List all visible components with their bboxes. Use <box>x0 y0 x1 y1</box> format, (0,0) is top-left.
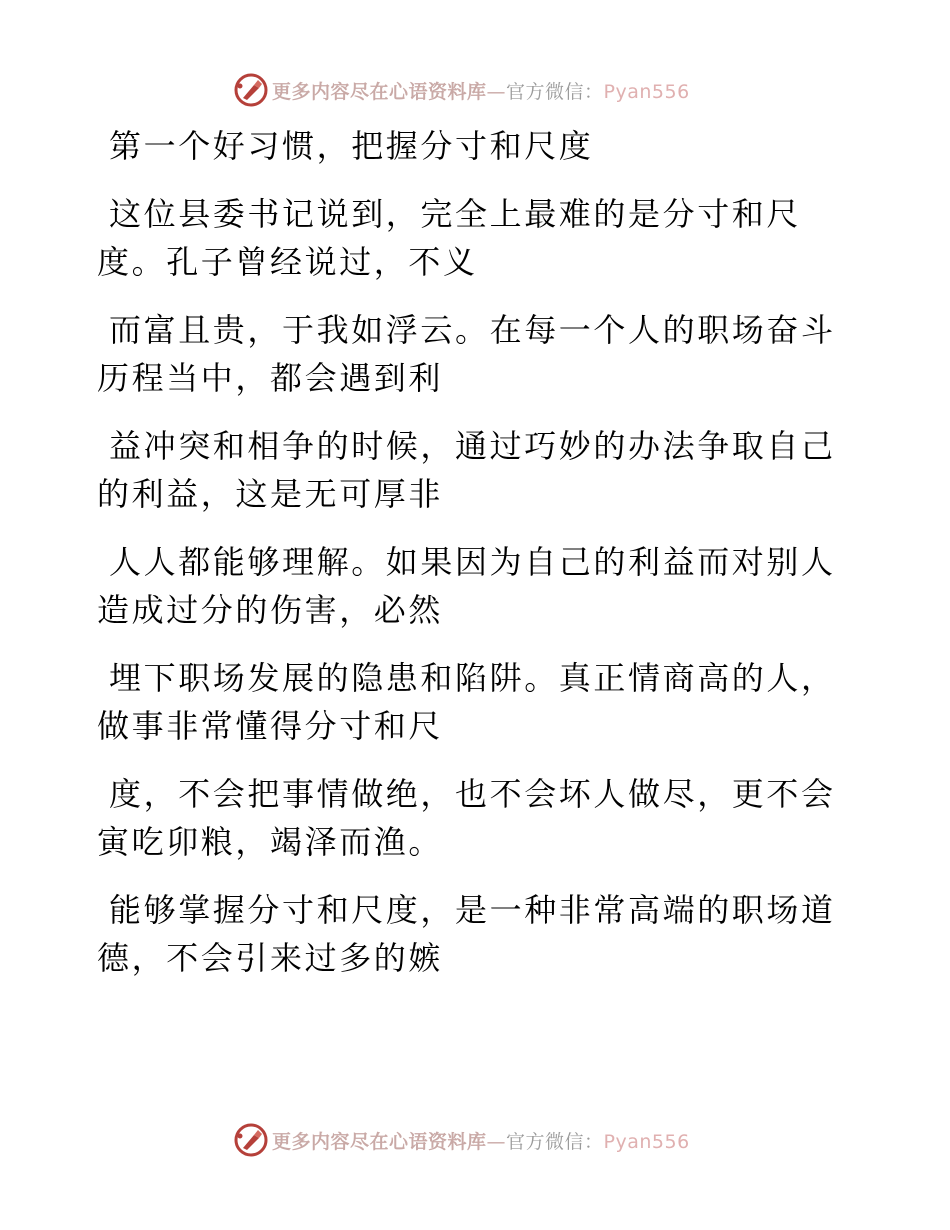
header-wechat-id: Pyan556 <box>603 80 690 103</box>
paragraph-line: 而富且贵，于我如浮云。在每一个人的职场奋斗 <box>109 311 836 349</box>
pen-nib-logo-icon <box>234 1123 268 1157</box>
footer-watermark-separator: — <box>486 1130 507 1153</box>
paragraph <box>97 770 836 866</box>
paragraph-line: 的利益，这是无可厚非 <box>97 475 444 513</box>
paragraph <box>97 654 836 750</box>
footer-watermark-text <box>272 1127 690 1154</box>
paragraph-line: 度。孔子曾经说过，不义 <box>97 243 478 281</box>
header-watermark-text <box>272 77 690 104</box>
paragraph-line: 做事非常懂得分寸和尺 <box>97 707 444 745</box>
header-watermark-separator: — <box>486 80 507 103</box>
paragraph-line: 历程当中，都会遇到利 <box>97 359 444 397</box>
paragraph-line: 人人都能够理解。如果因为自己的利益而对别人 <box>109 543 836 581</box>
document-heading: 第一个好习惯，把握分寸和尺度 <box>109 127 594 165</box>
paragraph-line: 这位县委书记说到，完全上最难的是分寸和尺 <box>109 195 802 233</box>
paragraph-line: 度，不会把事情做绝，也不会坏人做尽，更不会 <box>109 775 836 813</box>
header-watermark-main: 更多内容尽在心语资料库 <box>272 80 487 103</box>
footer-watermark-banner <box>234 1122 754 1158</box>
paragraph <box>97 538 836 634</box>
footer-watermark-main: 更多内容尽在心语资料库 <box>272 1130 487 1153</box>
header-wechat-label: 官方微信： <box>506 80 604 103</box>
paragraph <box>97 190 832 286</box>
paragraph <box>97 422 836 518</box>
document-body <box>97 122 836 1002</box>
paragraph <box>97 886 836 982</box>
pen-nib-logo-icon <box>234 73 268 107</box>
footer-wechat-id: Pyan556 <box>603 1130 690 1153</box>
header-watermark-banner <box>234 72 754 108</box>
paragraph-line: 寅吃卯粮，竭泽而渔。 <box>97 823 444 861</box>
paragraph-line: 埋下职场发展的隐患和陷阱。真正情商高的人， <box>109 659 836 697</box>
paragraph-line: 益冲突和相争的时候，通过巧妙的办法争取自己 <box>109 427 836 465</box>
paragraph-line: 造成过分的伤害，必然 <box>97 591 444 629</box>
paragraph-line: 能够掌握分寸和尺度，是一种非常高端的职场道 <box>109 891 836 929</box>
paragraph <box>97 306 836 402</box>
paragraph-line: 德，不会引来过多的嫉 <box>97 939 444 977</box>
footer-wechat-label: 官方微信： <box>506 1130 604 1153</box>
